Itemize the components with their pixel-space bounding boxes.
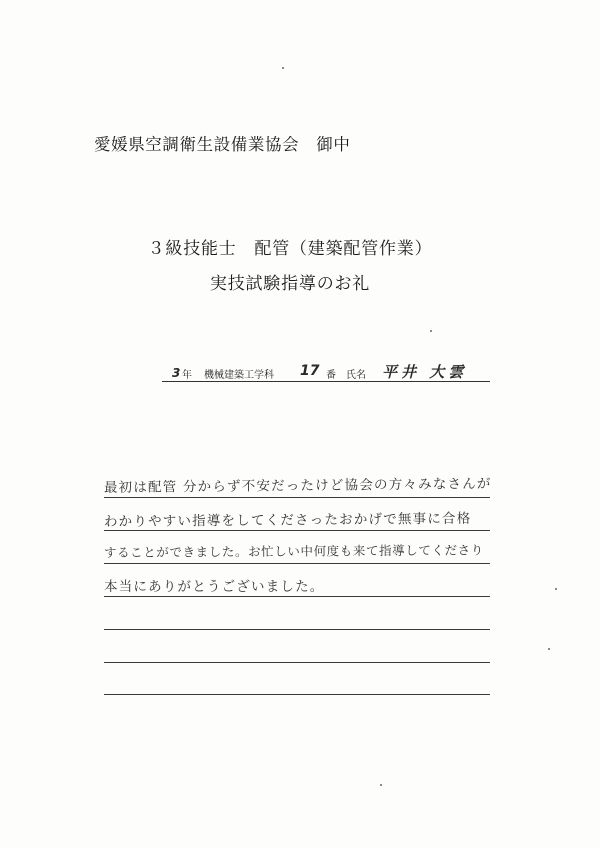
addressee: 愛媛県空調衛生設備業協会 御中: [94, 135, 351, 154]
student-info-row: [160, 362, 490, 384]
name-underline: [162, 381, 490, 382]
letter-subtitle: 実技試験指導のお礼: [209, 274, 371, 294]
name-label: 氏名: [346, 370, 366, 381]
ruled-line: [104, 497, 490, 498]
scan-speck: [380, 784, 382, 786]
message-line-1: 最初は配管 分からず不安だったけど協会の方々みなさんが: [103, 475, 492, 496]
ruled-line: [104, 530, 490, 531]
ruled-line: [104, 694, 490, 695]
seat-label: 番: [326, 370, 336, 381]
grade-number: 3: [172, 366, 181, 380]
scan-speck: [555, 588, 557, 590]
student-name: 平井 大雲: [382, 363, 468, 381]
message-line-3: することができました。お忙しい中何度も来て指導してくださり: [103, 542, 484, 560]
ruled-line: [104, 596, 490, 597]
department: 機械建築工学科: [204, 370, 274, 381]
message-line-2: わかりやすい指導をしてくださったおかげで無事に合格: [103, 510, 472, 530]
scan-speck: [282, 67, 284, 69]
seat-number: 17: [300, 363, 320, 379]
letter-title: ３級技能士 配管（建築配管作業）: [147, 239, 433, 259]
scan-speck: [430, 330, 432, 332]
scan-speck: [548, 648, 550, 650]
ruled-line: [104, 563, 490, 564]
grade-label: 年: [182, 370, 192, 381]
ruled-line: [104, 629, 490, 630]
ruled-line: [104, 662, 490, 663]
message-line-4: 本当にありがとうございました。: [104, 579, 325, 595]
